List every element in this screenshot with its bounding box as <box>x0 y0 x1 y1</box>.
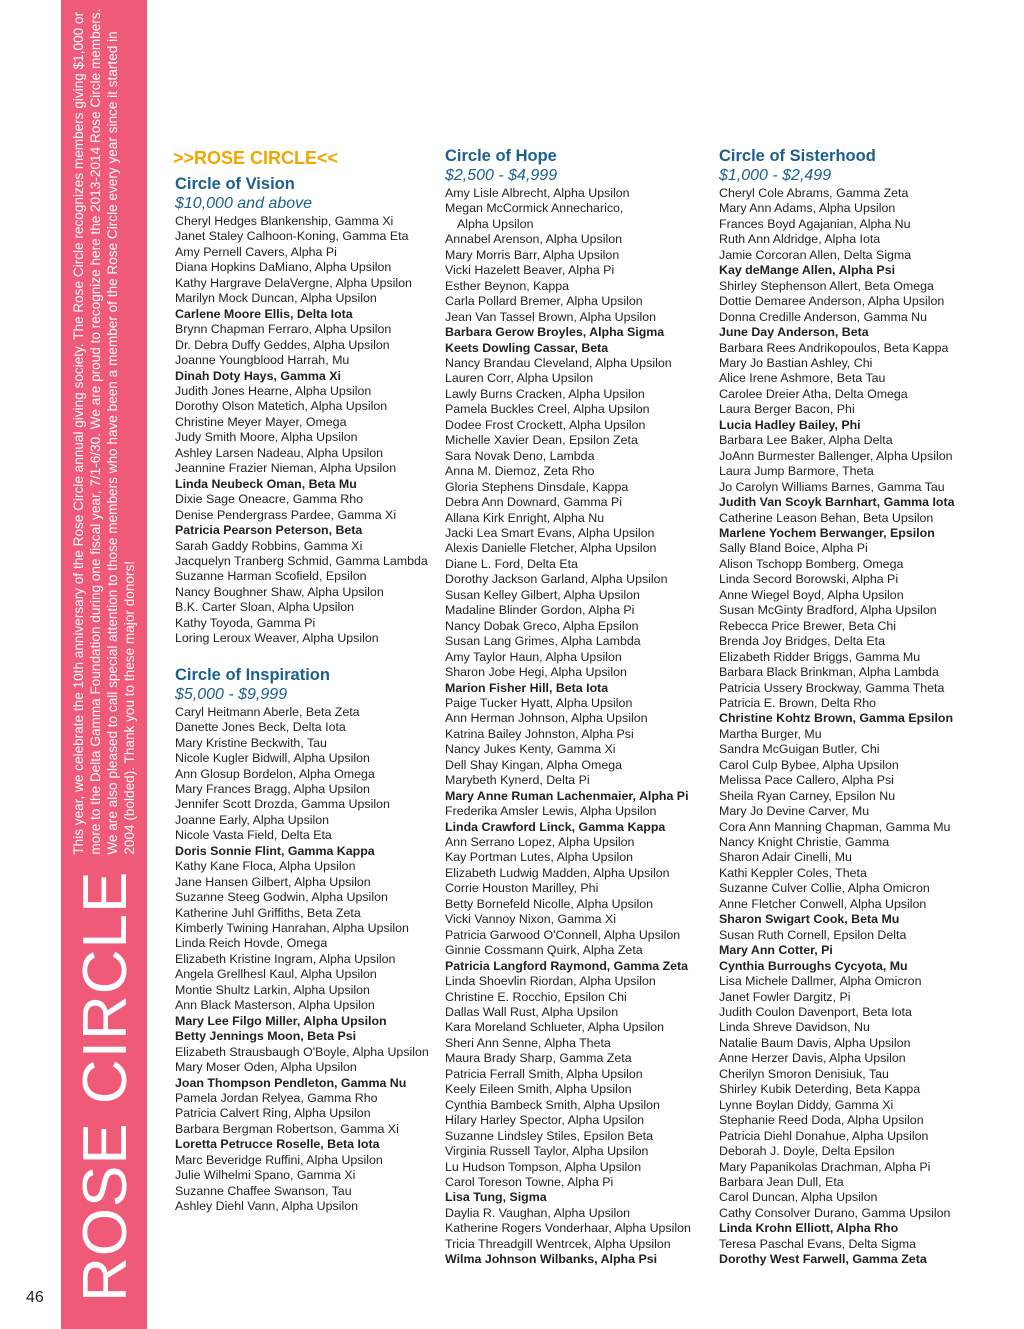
donor-name: Patricia Pearson Peterson, Beta <box>175 523 363 538</box>
donor-name: Barbara Jean Dull, Eta <box>719 1175 844 1189</box>
donor-name: Jane Hansen Gilbert, Alpha Upsilon <box>175 874 371 889</box>
donor-name: Carol Toreson Towne, Alpha Pi <box>445 1175 614 1189</box>
donor-name: B.K. Carter Sloan, Alpha Upsilon <box>175 600 355 615</box>
section-range: $2,500 - $4,999 <box>445 167 558 184</box>
donor-name: Denise Pendergrass Pardee, Gamma Xi <box>175 507 397 522</box>
donor-name: Judith Van Scoyk Barnhart, Gamma Iota <box>719 495 955 510</box>
donor-name: Carlene Moore Ellis, Delta Iota <box>175 306 353 321</box>
section-circle-of-vision <box>175 174 440 647</box>
donor-name: Dorothy Jackson Garland, Alpha Upsilon <box>445 572 668 587</box>
donor-name: Mary Frances Bragg, Alpha Upsilon <box>175 781 370 796</box>
donor-name: Lisa Michele Dallmer, Alpha Omicron <box>719 974 922 989</box>
donor-name: Dixie Sage Oneacre, Gamma Rho <box>175 492 364 507</box>
donor-name: Debra Ann Downard, Gamma Pi <box>445 495 622 510</box>
donor-name: Susan Lang Grimes, Alpha Lambda <box>445 634 641 649</box>
donor-name: Dell Shay Kingan, Alpha Omega <box>445 757 623 772</box>
section-title: Circle of Inspiration <box>175 665 330 684</box>
donor-name: Maura Brady Sharp, Gamma Zeta <box>445 1051 632 1066</box>
donor-name: Judy Smith Moore, Alpha Upsilon <box>175 430 358 445</box>
section-circle-of-hope <box>445 146 715 1268</box>
donor-name: Michelle Xavier Dean, Epsilon Zeta <box>445 433 638 448</box>
donor-name: June Day Anderson, Beta <box>719 325 869 340</box>
donor-name: Nancy Brandau Cleveland, Alpha Upsilon <box>445 355 672 370</box>
donor-name: Dorothy Olson Matetich, Alpha Upsilon <box>175 399 388 414</box>
donor-name: Carol Culp Bybee, Alpha Upsilon <box>719 757 899 772</box>
donor-name: Anne Fletcher Conwell, Alpha Upsilon <box>719 896 927 911</box>
donor-name: Elizabeth Ridder Briggs, Gamma Mu <box>719 649 921 664</box>
donor-name: Pamela Buckles Creel, Alpha Upsilon <box>445 402 650 417</box>
donor-name: Jennifer Scott Drozda, Gamma Upsilon <box>175 797 390 812</box>
donor-name: Anne Herzer Davis, Alpha Upsilon <box>719 1051 906 1066</box>
band-intro-text: This year, we celebrate the 10th anniversary of the Rose Circle annual giving society. The Rose Circle recognizes members giving $1,000 or more to the Delta Gamma Foundation during one fiscal year, 7/1-6/30. We are proud to recognize here the 2013-2014 Rose Circle members. We are also pleased to call special attention to those members who have been a member of the Rose Circle every year since it started in 2004 (bolded). Thank you to these major donors! <box>71 8 137 855</box>
donor-name: Marc Beveridge Ruffini, Alpha Upsilon <box>175 1152 383 1167</box>
donor-name: Nicole Kugler Bidwill, Alpha Upsilon <box>175 751 370 766</box>
donor-name: Kathi Keppler Coles, Theta <box>719 865 867 880</box>
donor-name: Laura Jump Barmore, Theta <box>719 464 874 479</box>
donor-name: Kara Moreland Schlueter, Alpha Upsilon <box>445 1020 665 1035</box>
donor-name: Katherine Juhl Griffiths, Beta Zeta <box>175 905 361 920</box>
donor-name: Kimberly Twining Hanrahan, Alpha Upsilon <box>175 921 409 936</box>
donor-name: Frances Boyd Agajanian, Alpha Nu <box>719 216 911 231</box>
donor-name: Hilary Harley Spector, Alpha Upsilon <box>445 1113 645 1128</box>
donor-name: Brenda Joy Bridges, Delta Eta <box>719 634 885 649</box>
donor-name: Suzanne Harman Scofield, Epsilon <box>175 569 367 584</box>
donor-name: Julie Wilhelmi Spano, Gamma Xi <box>175 1168 356 1183</box>
donor-name: Betty Bornefeld Nicolle, Alpha Upsilon <box>445 896 654 911</box>
donor-name: Cheryl Hedges Blankenship, Gamma Xi <box>175 214 394 228</box>
donor-name: Doris Sonnie Flint, Gamma Kappa <box>175 843 375 858</box>
donor-name: Judith Coulon Davenport, Beta Iota <box>719 1005 912 1020</box>
band-title: ROSE CIRCLE <box>71 870 140 1302</box>
donor-name: Nicole Vasta Field, Delta Eta <box>175 828 332 843</box>
donor-name: Shirley Kubik Deterding, Beta Kappa <box>719 1082 921 1097</box>
donor-name: Ginnie Cossmann Quirk, Alpha Zeta <box>445 943 643 958</box>
rose-circle-heading: >>ROSE CIRCLE<< <box>173 148 339 168</box>
section-title: Circle of Sisterhood <box>719 147 876 165</box>
donor-name: Ann Serrano Lopez, Alpha Upsilon <box>445 835 635 850</box>
donor-name: Christine Meyer Mayer, Omega <box>175 414 347 429</box>
donor-name: Sara Novak Deno, Lambda <box>445 448 595 463</box>
donor-name: Corrie Houston Marilley, Phi <box>445 881 599 896</box>
donor-name: Elizabeth Ludwig Madden, Alpha Upsilon <box>445 865 670 880</box>
donor-name: Marybeth Kynerd, Delta Pi <box>445 773 590 788</box>
donor-name: Elizabeth Kristine Ingram, Alpha Upsilon <box>175 951 396 966</box>
column-1 <box>175 146 440 1215</box>
donor-name: Laura Berger Bacon, Phi <box>719 402 855 417</box>
donor-name: Nancy Dobak Greco, Alpha Epsilon <box>445 618 639 633</box>
donor-name: Patricia Garwood O'Connell, Alpha Upsilon <box>445 927 681 942</box>
donor-name: Lu Hudson Tompson, Alpha Upsilon <box>445 1159 642 1174</box>
donor-name: Patricia Langford Raymond, Gamma Zeta <box>445 958 689 973</box>
donor-name: Natalie Baum Davis, Alpha Upsilon <box>719 1035 911 1050</box>
donor-name: Jamie Corcoran Allen, Delta Sigma <box>719 247 912 262</box>
donor-name: Rebecca Price Brewer, Beta Chi <box>719 618 896 633</box>
donor-name: Patricia Ferrall Smith, Alpha Upsilon <box>445 1066 643 1081</box>
donor-name: Amy Pernell Cavers, Alpha Pi <box>175 244 337 259</box>
donor-name: Dottie Demaree Anderson, Alpha Upsilon <box>719 294 945 309</box>
donor-name: Nancy Jukes Kenty, Gamma Xi <box>445 742 616 757</box>
donor-name: Alison Tschopp Bomberg, Omega <box>719 556 904 571</box>
donor-name: Cynthia Bambeck Smith, Alpha Upsilon <box>445 1097 660 1112</box>
donor-name: Mary Lee Filgo Miller, Alpha Upsilon <box>175 1013 387 1028</box>
donor-name: Katherine Rogers Vonderhaar, Alpha Upsilon <box>445 1221 691 1236</box>
donor-name: Jeannine Frazier Nieman, Alpha Upsilon <box>175 461 397 476</box>
donor-name: Linda Reich Hovde, Omega <box>175 936 328 951</box>
donor-name: Loring Leroux Weaver, Alpha Upsilon <box>175 631 379 646</box>
donor-name: Joan Thompson Pendleton, Gamma Nu <box>175 1075 407 1090</box>
donor-name: Linda Shreve Davidson, Nu <box>719 1020 870 1035</box>
donor-name: Paige Tucker Hyatt, Alpha Upsilon <box>445 695 633 710</box>
donor-name: Lawly Burns Cracken, Alpha Upsilon <box>445 386 645 401</box>
donor-name: Sheri Ann Senne, Alpha Theta <box>445 1035 611 1050</box>
donor-name: Sharon Jobe Hegi, Alpha Upsilon <box>445 665 627 680</box>
donor-name: Lauren Corr, Alpha Upsilon <box>445 371 594 386</box>
donor-name: Linda Neubeck Oman, Beta Mu <box>175 476 357 491</box>
donor-name: Lynne Boylan Diddy, Gamma Xi <box>719 1097 894 1112</box>
donor-name: Ruth Ann Aldridge, Alpha Iota <box>719 232 881 247</box>
donor-name: Cora Ann Manning Chapman, Gamma Mu <box>719 819 951 834</box>
donor-name: Suzanne Steeg Godwin, Alpha Upsilon <box>175 890 388 905</box>
donor-name: Jacki Lea Smart Evans, Alpha Upsilon <box>445 525 655 540</box>
donor-name: Patricia Diehl Donahue, Alpha Upsilon <box>719 1128 929 1143</box>
donor-name: Kathy Toyoda, Gamma Pi <box>175 615 316 630</box>
donor-name: Donna Credille Anderson, Gamma Nu <box>719 309 927 324</box>
donor-list <box>175 705 440 1215</box>
donor-name: Cynthia Burroughs Cycyota, Mu <box>719 958 908 973</box>
donor-name: Carolee Dreier Atha, Delta Omega <box>719 386 908 401</box>
donor-name: Teresa Paschal Evans, Delta Sigma <box>719 1236 916 1251</box>
donor-name: Melissa Pace Callero, Alpha Psi <box>719 773 894 788</box>
donor-name: Mary Kristine Beckwith, Tau <box>175 735 327 750</box>
donor-name: Mary Jo Bastian Ashley, Chi <box>719 355 873 370</box>
donor-name: Annabel Arenson, Alpha Upsilon <box>445 232 623 247</box>
donor-name: Stephanie Reed Doda, Alpha Upsilon <box>719 1113 924 1128</box>
donor-name: Linda Secord Borowski, Alpha Pi <box>719 572 899 587</box>
donor-name: Mary Morris Barr, Alpha Upsilon <box>445 247 620 262</box>
donor-name: Mary Ann Cotter, Pi <box>719 943 833 958</box>
donor-name: Patricia Ussery Brockway, Gamma Theta <box>719 680 945 695</box>
donor-name: Ann Glosup Bordelon, Alpha Omega <box>175 766 375 781</box>
section-circle-of-inspiration <box>175 665 440 1215</box>
donor-name: Carla Pollard Bremer, Alpha Upsilon <box>445 294 643 309</box>
section-range: $1,000 - $2,499 <box>719 167 832 184</box>
section-circle-of-sisterhood <box>719 146 1009 1268</box>
donor-name: Kay deMange Allen, Alpha Psi <box>719 263 896 278</box>
donor-name: Linda Crawford Linck, Gamma Kappa <box>445 819 666 834</box>
donor-name: Janet Staley Calhoon-Koning, Gamma Eta <box>175 229 409 244</box>
side-band <box>61 0 147 1329</box>
donor-name: Mary Moser Oden, Alpha Upsilon <box>175 1060 357 1075</box>
donor-name: Christine E. Rocchio, Epsilon Chi <box>445 989 627 1004</box>
donor-name: Anna M. Diemoz, Zeta Rho <box>445 464 595 479</box>
donor-name: Catherine Leason Behan, Beta Upsilon <box>719 510 934 525</box>
donor-name: Angela Grellhesl Kaul, Alpha Upsilon <box>175 967 377 982</box>
donor-name: Wilma Johnson Wilbanks, Alpha Psi <box>445 1252 658 1267</box>
donor-name: Vicki Vannoy Nixon, Gamma Xi <box>445 912 617 927</box>
donor-name: Amy Taylor Haun, Alpha Upsilon <box>445 649 622 664</box>
donor-name: Sharon Swigart Cook, Beta Mu <box>719 912 900 927</box>
donor-name: Dr. Debra Duffy Geddes, Alpha Upsilon <box>175 337 390 352</box>
donor-name: Megan McCormick Annecharico, <box>445 201 624 216</box>
donor-name: Brynn Chapman Ferraro, Alpha Upsilon <box>175 322 392 337</box>
donor-name: Betty Jennings Moon, Beta Psi <box>175 1029 357 1044</box>
donor-name: Montie Shultz Larkin, Alpha Upsilon <box>175 982 370 997</box>
donor-name: Alice Irene Ashmore, Beta Tau <box>719 371 886 386</box>
donor-name: Kathy Hargrave DelaVergne, Alpha Upsilon <box>175 275 412 290</box>
donor-name: Dodee Frost Crockett, Alpha Upsilon <box>445 417 646 432</box>
donor-name: Patricia Calvert Ring, Alpha Upsilon <box>175 1106 371 1121</box>
donor-name: Tricia Threadgill Wentrcek, Alpha Upsilon <box>445 1236 671 1251</box>
donor-name: Allana Kirk Enright, Alpha Nu <box>445 510 605 525</box>
donor-name: Sharon Adair Cinelli, Mu <box>719 850 852 865</box>
page-number: 46 <box>26 1289 44 1306</box>
donor-name: JoAnn Burmester Ballenger, Alpha Upsilon <box>719 448 953 463</box>
donor-name: Dorothy West Farwell, Gamma Zeta <box>719 1252 927 1267</box>
donor-name: Ashley Larsen Nadeau, Alpha Upsilon <box>175 445 384 460</box>
donor-name: Ann Black Masterson, Alpha Upsilon <box>175 998 375 1013</box>
donor-name: Jo Carolyn Williams Barnes, Gamma Tau <box>719 479 945 494</box>
section-range: $10,000 and above <box>175 195 313 212</box>
donor-name: Mary Anne Ruman Lachenmaier, Alpha Pi <box>445 788 689 803</box>
donor-name: Mary Ann Adams, Alpha Upsilon <box>719 201 896 216</box>
donor-name: Amy Lisle Albrecht, Alpha Upsilon <box>445 186 630 200</box>
donor-name: Deborah J. Doyle, Delta Epsilon <box>719 1144 895 1159</box>
donor-name: Sandra McGuigan Butler, Chi <box>719 742 880 757</box>
donor-name: Barbara Lee Baker, Alpha Delta <box>719 433 893 448</box>
donor-name: Patricia E. Brown, Delta Rho <box>719 695 877 710</box>
donor-name: Christine Kohtz Brown, Gamma Epsilon <box>719 711 954 726</box>
donor-name: Keets Dowling Cassar, Beta <box>445 340 609 355</box>
donor-name: Esther Beynon, Kappa <box>445 278 569 293</box>
donor-name: Sally Bland Boice, Alpha Pi <box>719 541 868 556</box>
donor-name: Lucia Hadley Bailey, Phi <box>719 417 861 432</box>
donor-name: Alpha Upsilon <box>457 216 534 231</box>
donor-name: Jacquelyn Tranberg Schmid, Gamma Lambda <box>175 553 428 568</box>
donor-name: Dallas Wall Rust, Alpha Upsilon <box>445 1005 619 1020</box>
donor-name: Suzanne Chaffee Swanson, Tau <box>175 1183 352 1198</box>
donor-name: Anne Wiegel Boyd, Alpha Upsilon <box>719 587 904 602</box>
donor-name: Suzanne Lindsley Stiles, Epsilon Beta <box>445 1128 654 1143</box>
donor-list <box>445 186 715 1268</box>
donor-name: Cathy Consolver Durano, Gamma Upsilon <box>719 1205 951 1220</box>
donor-name: Cherilyn Smoron Denisiuk, Tau <box>719 1066 889 1081</box>
donor-name: Danette Jones Beck, Delta Iota <box>175 720 346 735</box>
donor-list <box>719 186 1009 1268</box>
donor-name: Vicki Hazelett Beaver, Alpha Pi <box>445 263 615 278</box>
donor-name: Susan Kelley Gilbert, Alpha Upsilon <box>445 587 640 602</box>
donor-name: Barbara Bergman Robertson, Gamma Xi <box>175 1121 399 1136</box>
donor-name: Judith Jones Hearne, Alpha Upsilon <box>175 383 372 398</box>
donor-name: Kay Portman Lutes, Alpha Upsilon <box>445 850 634 865</box>
donor-list <box>175 214 440 647</box>
side-band-content <box>61 0 147 1306</box>
donor-name: Loretta Petrucce Roselle, Beta Iota <box>175 1137 380 1152</box>
donor-name: Mary Papanikolas Drachman, Alpha Pi <box>719 1159 931 1174</box>
donor-name: Ann Herman Johnson, Alpha Upsilon <box>445 711 648 726</box>
donor-name: Keely Eileen Smith, Alpha Upsilon <box>445 1082 632 1097</box>
donor-name: Linda Shoevlin Riordan, Alpha Upsilon <box>445 974 656 989</box>
donor-name: Sheila Ryan Carney, Epsilon Nu <box>719 788 896 803</box>
donor-name: Suzanne Culver Collie, Alpha Omicron <box>719 881 930 896</box>
donor-name: Susan McGinty Bradford, Alpha Upsilon <box>719 603 937 618</box>
section-title: Circle of Hope <box>445 147 557 165</box>
donor-name: Janet Fowler Dargitz, Pi <box>719 989 851 1004</box>
donor-name: Carol Duncan, Alpha Upsilon <box>719 1190 878 1205</box>
donor-name: Alexis Danielle Fletcher, Alpha Upsilon <box>445 541 657 556</box>
donor-name: Shirley Stephenson Allert, Beta Omega <box>719 278 934 293</box>
donor-name: Diane L. Ford, Delta Eta <box>445 556 578 571</box>
donor-name: Katrina Bailey Johnston, Alpha Psi <box>445 726 634 741</box>
donor-name: Gloria Stephens Dinsdale, Kappa <box>445 479 629 494</box>
donor-name: Linda Krohn Elliott, Alpha Rho <box>719 1221 899 1236</box>
donor-name: Pamela Jordan Relyea, Gamma Rho <box>175 1091 378 1106</box>
donor-name: Diana Hopkins DaMiano, Alpha Upsilon <box>175 260 392 275</box>
donor-name: Marlene Yochem Berwanger, Epsilon <box>719 525 935 540</box>
column-3 <box>719 146 1009 1268</box>
donor-name: Ashley Diehl Vann, Alpha Upsilon <box>175 1199 358 1214</box>
donor-name: Jean Van Tassel Brown, Alpha Upsilon <box>445 309 656 324</box>
donor-name: Susan Ruth Cornell, Epsilon Delta <box>719 927 907 942</box>
donor-name: Nancy Boughner Shaw, Alpha Upsilon <box>175 584 384 599</box>
donor-name: Kathy Kane Floca, Alpha Upsilon <box>175 859 356 874</box>
donor-name: Daylia R. Vaughan, Alpha Upsilon <box>445 1205 631 1220</box>
section-range: $5,000 - $9,999 <box>175 685 288 703</box>
donor-name: Madaline Blinder Gordon, Alpha Pi <box>445 603 635 618</box>
donor-name: Marilyn Mock Duncan, Alpha Upsilon <box>175 291 377 306</box>
donor-name: Cheryl Cole Abrams, Gamma Zeta <box>719 186 909 200</box>
donor-name: Elizabeth Strausbaugh O'Boyle, Alpha Upsilon <box>175 1044 429 1059</box>
column-2 <box>445 146 715 1268</box>
donor-name: Barbara Black Brinkman, Alpha Lambda <box>719 665 939 680</box>
section-title: Circle of Vision <box>175 175 295 193</box>
donor-name: Barbara Gerow Broyles, Alpha Sigma <box>445 325 665 340</box>
donor-name: Dinah Doty Hays, Gamma Xi <box>175 368 341 383</box>
donor-name: Lisa Tung, Sigma <box>445 1190 547 1205</box>
donor-name: Virginia Russell Taylor, Alpha Upsilon <box>445 1144 649 1159</box>
donor-name: Mary Jo Devine Carver, Mu <box>719 804 870 819</box>
donor-name: Marion Fisher Hill, Beta Iota <box>445 680 609 695</box>
donor-name: Caryl Heitmann Aberle, Beta Zeta <box>175 704 360 719</box>
donor-name: Joanne Early, Alpha Upsilon <box>175 812 330 827</box>
donor-name: Nancy Knight Christie, Gamma <box>719 835 890 850</box>
donor-name: Barbara Rees Andrikopoulos, Beta Kappa <box>719 340 949 355</box>
donor-name: Frederika Amsler Lewis, Alpha Upsilon <box>445 804 657 819</box>
donor-name: Martha Burger, Mu <box>719 726 822 741</box>
donor-name: Joanne Youngblood Harrah, Mu <box>175 353 350 368</box>
donor-name: Sarah Gaddy Robbins, Gamma Xi <box>175 538 363 553</box>
